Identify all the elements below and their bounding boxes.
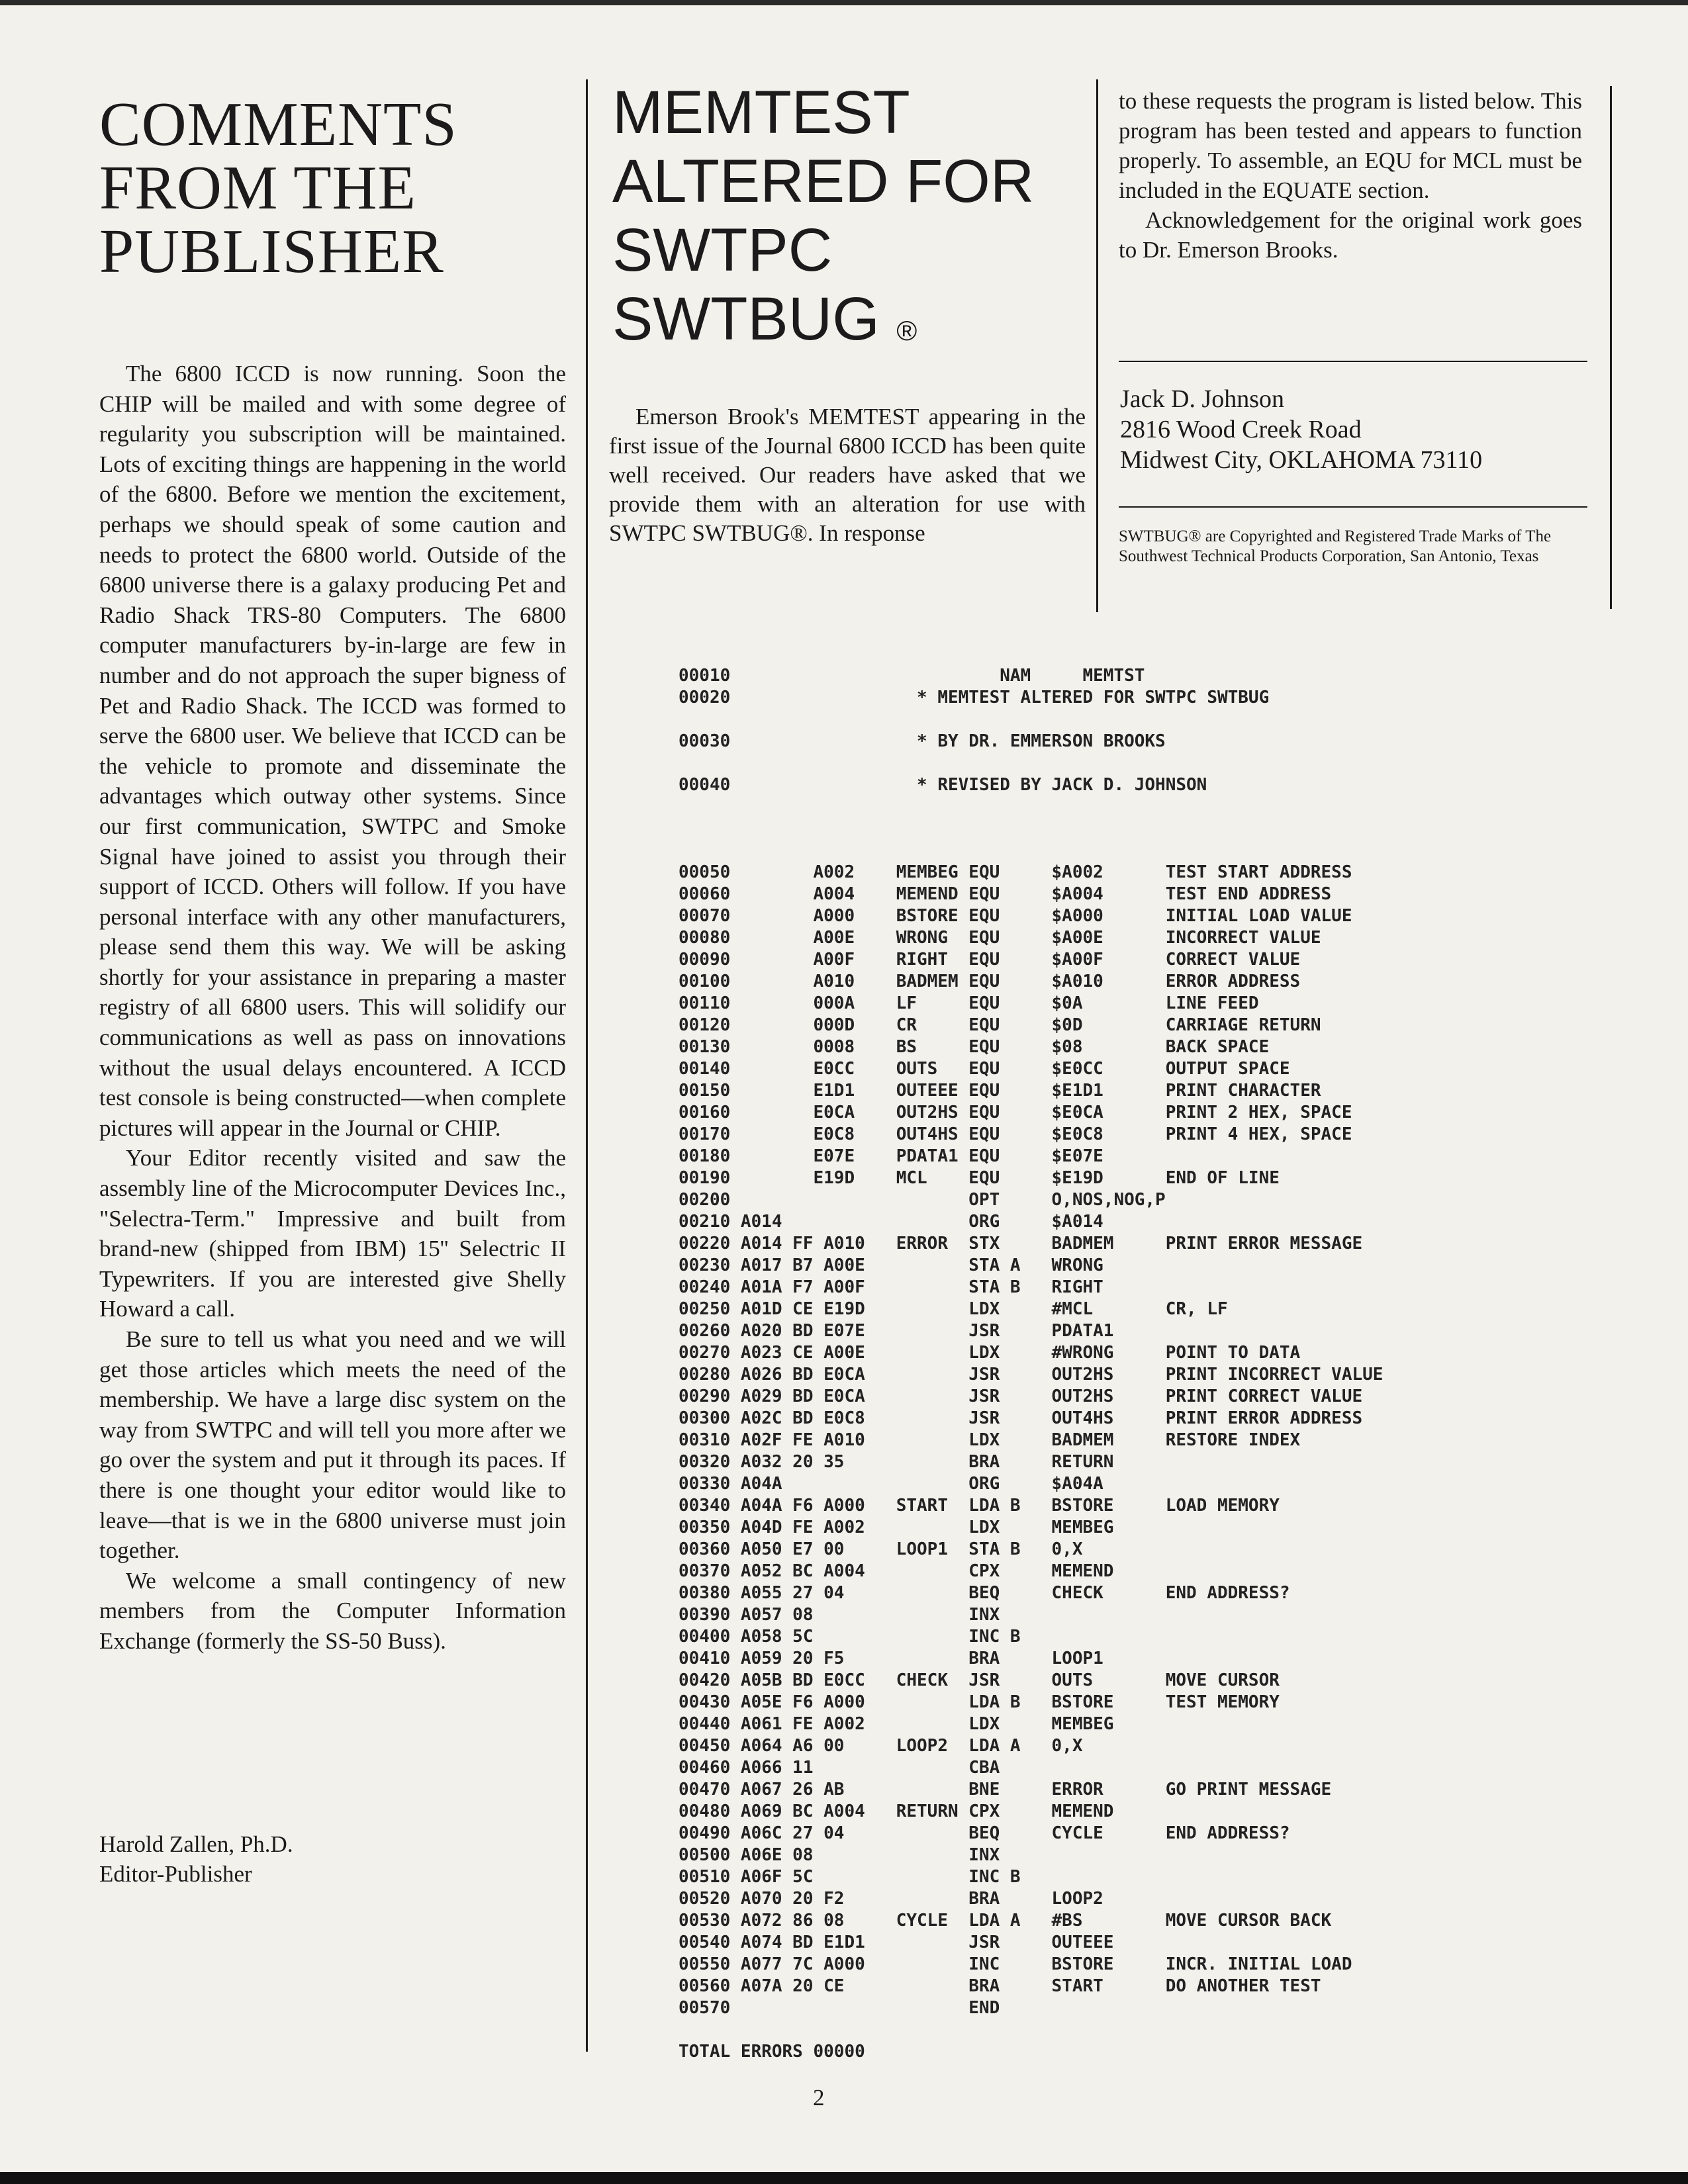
listing-line: 00440 A061 FE A002 LDX MEMBEG	[679, 1714, 1114, 1734]
listing-line	[679, 796, 1383, 818]
signature-title: Editor-Publisher	[99, 1861, 252, 1887]
publisher-paragraph: Your Editor recently visited and saw the assembly line of the Microcomputer Devices Inc., "Selectra-Term." Impressive and built from brand-new (shipped from IBM) 15'' Selectric II Typewriters. If you are interested give Shelly Howard a call.	[99, 1145, 566, 1322]
listing-line: 00010 NAM MEMTST	[679, 666, 1145, 686]
registered-mark: ®	[896, 315, 917, 346]
listing-line: 00230 A017 B7 A00E STA A WRONG	[679, 1255, 1103, 1275]
author-street: 2816 Wood Creek Road	[1120, 416, 1362, 443]
listing-line: 00460 A066 11 CBA	[679, 1758, 1000, 1778]
listing-line: 00150 E1D1 OUTEEE EQU $E1D1 PRINT CHARACTER	[679, 1081, 1321, 1101]
listing-line: 00090 A00F RIGHT EQU $A00F CORRECT VALUE	[679, 950, 1301, 970]
listing-line: 00510 A06F 5C INC B	[679, 1867, 1021, 1887]
listing-line: 00180 E07E PDATA1 EQU $E07E	[679, 1146, 1103, 1166]
listing-line: 00130 0008 BS EQU $08 BACK SPACE	[679, 1037, 1270, 1057]
listing-line: 00430 A05E F6 A000 LDA B BSTORE TEST MEMORY	[679, 1692, 1280, 1712]
listing-line	[679, 709, 1383, 731]
listing-line: 00270 A023 CE A00E LDX #WRONG POINT TO DATA	[679, 1343, 1301, 1363]
listing-line: 00260 A020 BD E07E JSR PDATA1	[679, 1321, 1114, 1341]
publisher-signature	[99, 1829, 293, 1889]
listing-line: 00050 A002 MEMBEG EQU $A002 TEST START ADDRESS	[679, 862, 1352, 882]
listing-line: 00080 A00E WRONG EQU $A00E INCORRECT VALUE	[679, 928, 1321, 948]
listing-line: 00110 000A LF EQU $0A LINE FEED	[679, 993, 1259, 1013]
page-number: 2	[813, 2085, 825, 2111]
article-title: MEMTEST ALTERED FOR SWTPC SWTBUG	[612, 79, 1035, 353]
listing-line: 00250 A01D CE E19D LDX #MCL CR, LF	[679, 1299, 1228, 1319]
listing-line: 00300 A02C BD E0C8 JSR OUT4HS PRINT ERROR ADDRESS	[679, 1408, 1363, 1428]
column-rule-middle	[1096, 79, 1098, 612]
listing-line: 00140 E0CC OUTS EQU $E0CC OUTPUT SPACE	[679, 1059, 1290, 1079]
listing-line: 00330 A04A ORG $A04A	[679, 1474, 1103, 1494]
listing-line: 00570 END	[679, 1998, 1000, 2018]
listing-line: 00320 A032 20 35 BRA RETURN	[679, 1452, 1114, 1472]
listing-line: 00220 A014 FF A010 ERROR STX BADMEM PRINT ERROR MESSAGE	[679, 1234, 1363, 1253]
publisher-paragraph: We welcome a small contingency of new members from the Computer Information Exchange (formerly the SS-50 Buss).	[99, 1567, 566, 1654]
listing-line: 00020 * MEMTEST ALTERED FOR SWTPC SWTBUG	[679, 688, 1270, 707]
page-bottom-edge	[0, 2172, 1688, 2184]
listing-line: 00030 * BY DR. EMMERSON BROOKS	[679, 731, 1166, 751]
article-acknowledgement: Acknowledgement for the original work goes to Dr. Emerson Brooks.	[1119, 207, 1582, 263]
listing-line	[679, 840, 1383, 862]
listing-line: 00530 A072 86 08 CYCLE LDA A #BS MOVE CURSOR BACK	[679, 1911, 1332, 1931]
listing-line: TOTAL ERRORS 00000	[679, 2042, 865, 2062]
author-address	[1120, 384, 1482, 475]
listing-line: 00520 A070 20 F2 BRA LOOP2	[679, 1889, 1103, 1909]
listing-line: 00200 OPT O,NOS,NOG,P	[679, 1190, 1166, 1210]
listing-line: 00550 A077 7C A000 INC BSTORE INCR. INITIAL LOAD	[679, 1954, 1352, 1974]
listing-line: 00560 A07A 20 CE BRA START DO ANOTHER TEST	[679, 1976, 1321, 1996]
listing-line: 00360 A050 E7 00 LOOP1 STA B 0,X	[679, 1539, 1083, 1559]
author-city: Midwest City, OKLAHOMA 73110	[1120, 446, 1483, 474]
author-name: Jack D. Johnson	[1120, 385, 1285, 413]
publisher-body	[99, 359, 566, 1657]
page-top-edge	[0, 0, 1688, 5]
listing-line: 00170 E0C8 OUT4HS EQU $E0C8 PRINT 4 HEX, SPACE	[679, 1124, 1352, 1144]
listing-line: 00390 A057 08 INX	[679, 1605, 1000, 1625]
signature-name: Harold Zallen, Ph.D.	[99, 1831, 293, 1857]
listing-line: 00420 A05B BD E0CC CHECK JSR OUTS MOVE CURSOR	[679, 1670, 1280, 1690]
article-intro-part2: to these requests the program is listed below. This program has been tested and appears to function properly. To assemble, an EQU for MCL must be included in the EQUATE section.	[1119, 88, 1582, 203]
listing-line: 00340 A04A F6 A000 START LDA B BSTORE LOAD MEMORY	[679, 1496, 1280, 1516]
listing-line: 00500 A06E 08 INX	[679, 1845, 1000, 1865]
trademark-notice: SWTBUG® are Copyrighted and Registered Trade Marks of The Southwest Technical Products Corporation, San Antonio, Texas	[1119, 527, 1552, 565]
listing-line: 00190 E19D MCL EQU $E19D END OF LINE	[679, 1168, 1280, 1188]
divider-above-author	[1119, 361, 1587, 362]
listing-line: 00410 A059 20 F5 BRA LOOP1	[679, 1649, 1103, 1668]
listing-line: 00480 A069 BC A004 RETURN CPX MEMEND	[679, 1801, 1114, 1821]
listing-line: 00160 E0CA OUT2HS EQU $E0CA PRINT 2 HEX, SPACE	[679, 1103, 1352, 1122]
listing-line: 00470 A067 26 AB BNE ERROR GO PRINT MESSAGE	[679, 1780, 1332, 1799]
assembly-listing	[679, 665, 1383, 2063]
listing-line	[679, 818, 1383, 840]
publisher-paragraph: Be sure to tell us what you need and we will get those articles which meets the need of the membership. We have a large disc system on the way from SWTPC and will tell you more after we go over the system and put it through its paces. If there is one thought your editor would like to leave—that is we in the 6800 universe must join together.	[99, 1326, 566, 1564]
listing-line: 00450 A064 A6 00 LOOP2 LDA A 0,X	[679, 1736, 1083, 1756]
publisher-heading: COMMENTS FROM THE PUBLISHER	[99, 90, 457, 286]
listing-line: 00120 000D CR EQU $0D CARRIAGE RETURN	[679, 1015, 1321, 1035]
listing-line	[679, 2019, 1383, 2041]
listing-line: 00370 A052 BC A004 CPX MEMEND	[679, 1561, 1114, 1581]
listing-line: 00350 A04D FE A002 LDX MEMBEG	[679, 1518, 1114, 1537]
listing-line: 00040 * REVISED BY JACK D. JOHNSON	[679, 775, 1207, 795]
listing-line: 00290 A029 BD E0CA JSR OUT2HS PRINT CORRECT VALUE	[679, 1387, 1363, 1406]
listing-line: 00100 A010 BADMEM EQU $A010 ERROR ADDRESS	[679, 972, 1301, 991]
publisher-paragraph: The 6800 ICCD is now running. Soon the CHIP will be mailed and with some degree of regularity you subscription will be maintained. Lots of exciting things are happening in the world of the 6800. Before we mention the excitement, perhaps we should speak of some caution and needs to protect the 6800 world. Outside of the 6800 universe there is a galaxy producing Pet and Radio Shack TRS-80 Computers. The 6800 computer manufacturers by-in-large are few in number and do not approach the super bigness of Pet and Radio Shack. The ICCD was formed to serve the 6800 user. We believe that ICCD can be the vehicle to promote and disseminate the advantages which outway other systems. Since our first communication, SWTPC and Smoke Signal have joined to assist you through their support of ICCD. Others will follow. If you have personal interface with any other manufacturers, please send them this way. We will be asking shortly for your assistance in preparing a master registry of all 6800 users. This will solidify our communications as well as pass on innovations without the usual delays encountered. A ICCD test console is being constructed—when complete pictures will appear in the Journal or CHIP.	[99, 361, 566, 1141]
divider-above-trademark	[1119, 506, 1587, 508]
article-intro-part1-block	[609, 402, 1086, 548]
article-continuation-block	[1119, 86, 1582, 265]
listing-line	[679, 752, 1383, 774]
listing-line: 00280 A026 BD E0CA JSR OUT2HS PRINT INCORRECT VALUE	[679, 1365, 1383, 1385]
listing-line: 00490 A06C 27 04 BEQ CYCLE END ADDRESS?	[679, 1823, 1290, 1843]
listing-line: 00240 A01A F7 A00F STA B RIGHT	[679, 1277, 1103, 1297]
listing-line: 00400 A058 5C INC B	[679, 1627, 1021, 1647]
article-title-block	[612, 78, 1089, 353]
listing-line: 00380 A055 27 04 BEQ CHECK END ADDRESS?	[679, 1583, 1290, 1603]
column-rule-right	[1610, 86, 1612, 609]
publisher-column	[99, 90, 566, 1887]
listing-line: 00210 A014 ORG $A014	[679, 1212, 1103, 1232]
listing-line: 00070 A000 BSTORE EQU $A000 INITIAL LOAD VALUE	[679, 906, 1352, 926]
listing-line: 00310 A02F FE A010 LDX BADMEM RESTORE INDEX	[679, 1430, 1301, 1450]
listing-line: 00060 A004 MEMEND EQU $A004 TEST END ADDRESS	[679, 884, 1332, 904]
column-rule-left	[586, 79, 588, 2052]
article-intro-part1: Emerson Brook's MEMTEST appearing in the first issue of the Journal 6800 ICCD has been quite well received. Our readers have asked that we provide them with an alteration for use with SWTPC SWTBUG®. In response	[609, 404, 1086, 546]
listing-line: 00540 A074 BD E1D1 JSR OUTEEE	[679, 1933, 1114, 1952]
